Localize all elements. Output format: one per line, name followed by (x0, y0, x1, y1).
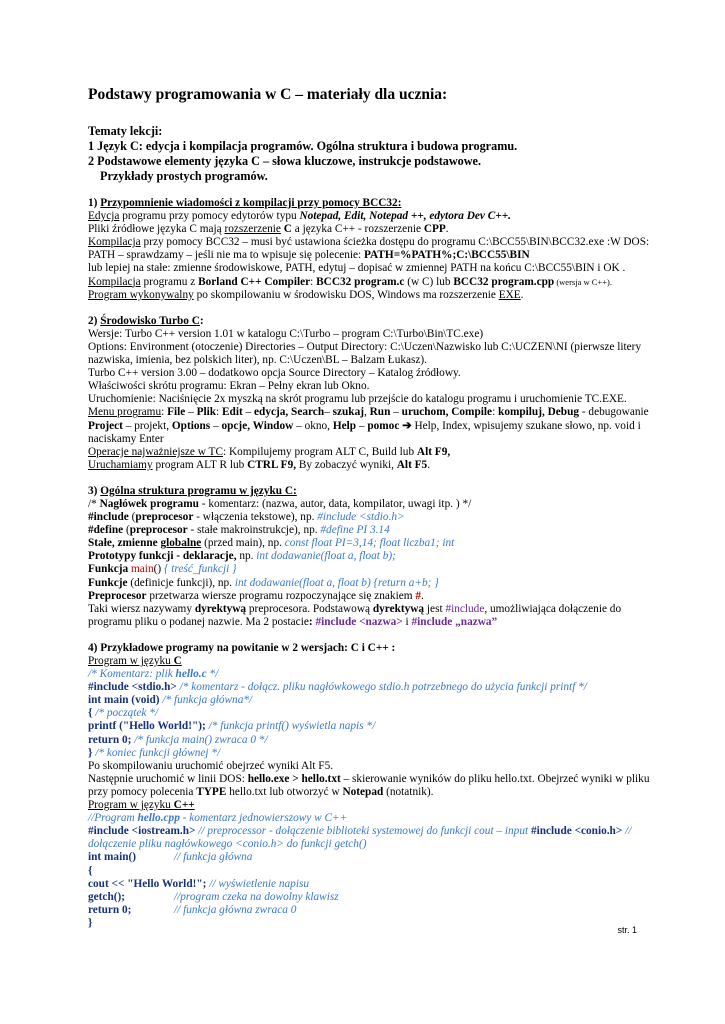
s3-line-3: #define (preprocesor - stałe makroinstrukcje), np. #define PI 3.14 (88, 524, 390, 537)
topic-1: 1 Język C: edycja i kompilacja programów. Ogólna struktura i budowa programu. (88, 139, 518, 153)
s2-line-5: Właściwości skrótu programu: Ekran – Pełny ekran lub Okno. (88, 380, 370, 393)
c-code-line-3: int main (void) /* funkcja główna*/ (88, 694, 253, 707)
s1-line-4: PATH – sprawdzamy – jeśli nie ma to wpisuje się polecenie: PATH=%PATH%;C:\BCC55\BIN (88, 249, 530, 262)
s1-line-7: Program wykonywalny po skompilowaniu w środowisku DOS, Windows ma rozszerzenie EXE. (88, 288, 524, 301)
s1-line-6: Kompilacja programu z Borland C++ Compiler: BCC32 program.c (w C) lub BCC32 program.cpp (wersja w C++). (88, 275, 612, 288)
page-number: str. 1 (617, 925, 637, 935)
section-2-heading: 2) Środowisko Turbo C: (88, 314, 204, 327)
s3-line-5: Prototypy funkcji - deklaracje, np. int dodawanie(float a, float b); (88, 550, 396, 563)
s4-paragraph-3: przy pomocy polecenia TYPE hello.txt lub otworzyć w Notepad (notatnik). (88, 785, 434, 798)
s3-line-9: Taki wiersz nazywamy dyrektywą preprocesora. Podstawową dyrektywą jest #include, umożliwiająca dołączenie do (88, 602, 622, 615)
s2-line-7: Menu programu: File – Plik: Edit – edycja, Search– szukaj, Run – uruchom, Compile: kompiluj, Debug - debugowanie (88, 406, 649, 419)
topic-2: 2 Podstawowe elementy języka C – słowa kluczowe, instrukcje podstawowe. (88, 154, 482, 168)
s3-line-10: programu pliku o podanej nazwie. Ma 2 postacie: #include <nazwa> i #include „nazwa” (88, 615, 498, 628)
s3-line-6: Funkcja main() { treść_funkcji } (88, 563, 237, 576)
cpp-code-line-5: { (88, 864, 93, 877)
s2-line-9: naciskamy Enter (88, 432, 164, 445)
c-code-line-2: #include <stdio.h> /* komentarz - dołącz. pliku nagłówkowego stdio.h potrzebnego do użycia funkcji printf */ (88, 681, 587, 694)
s1-line-3: Kompilacja przy pomocy BCC32 – musi być ustawiona ścieżka dostępu do programu C:\BCC55\BIN\BCC32.exe :W DOS: (88, 236, 650, 249)
s3-line-1: /* Nagłówek programu - komentarz: (nazwa, autor, data, kompilator, uwagi itp. ) */ (88, 497, 472, 510)
s2-line-8: Project – projekt, Options – opcje, Window – okno, Help – pomoc ➔ Help, Index, wpisujemy szukane słowo, np. void i (88, 419, 641, 432)
s1-line-5: lub lepiej na stałe: zmienne środowiskowe, PATH, edytuj – dopisać w zmiennej PATH na końcu C:\BCC55\BIN i OK . (88, 262, 626, 275)
section-3-heading: 3) Ogólna struktura programu w języku C: (88, 484, 297, 497)
section-4-heading: 4) Przykładowe programy na powitanie w 2 wersjach: C i C++ : (88, 641, 396, 654)
cpp-code-line-9: } (88, 916, 93, 929)
c-program-label: Program w języku C (88, 655, 182, 667)
s1-line-2: Pliki źródłowe języka C mają rozszerzenie C a języka C++ - rozszerzenie CPP. (88, 223, 449, 236)
s1-line-1: Edycja programu przy pomocy edytorów typu Notepad, Edit, Notepad ++, edytora Dev C++. (88, 210, 511, 223)
document-title: Podstawy programowania w C – materiały dla ucznia: (88, 86, 448, 103)
s2-line-4: Turbo C++ version 3.00 – dodatkowo opcja Source Directory – Katalog źródłowy. (88, 367, 461, 380)
cpp-code-line-1: //Program hello.cpp - komentarz jednowierszowy w C++ (88, 812, 348, 825)
cpp-code-line-2: #include <iostream.h> // preprocessor - dołączenie biblioteki systemowej do funkcji cout – input #include <conio.h> // (88, 825, 632, 838)
c-code-line-5: printf ("Hello World!"); /* funkcja printf() wyświetla napis */ (88, 720, 376, 733)
s3-line-7: Funkcje (definicje funkcji), np. int dodawanie(float a, float b) {return a+b; } (88, 576, 439, 589)
section-1-heading: 1) Przypomnienie wiadomości z kompilacji przy pomocy BCC32: (88, 197, 402, 209)
topic-2-continued: Przykłady prostych programów. (100, 169, 268, 183)
c-code-line-6: return 0; /* funkcja main() zwraca 0 */ (88, 733, 268, 746)
cpp-code-line-4: int main() // funkcja główna (88, 851, 253, 864)
c-code-line-1: /* Komentarz: plik hello.c */ (88, 668, 219, 681)
s2-line-10: Operacje najważniejsze w TC: Kompilujemy program ALT C, Build lub Alt F9, (88, 445, 451, 458)
c-code-line-4: { /* początek */ (88, 707, 159, 720)
s3-line-8: Preprocesor przetwarza wiersze programu rozpoczynające się znakiem #. (88, 589, 424, 602)
cpp-code-line-6: cout << "Hello World!"; // wyświetlenie napisu (88, 877, 310, 890)
cpp-code-line-3: dołączenie pliku nagłówkowego <conio.h> do funkcji getch() (88, 838, 367, 851)
s3-line-2: #include (preprocesor - włączenia tekstowe), np. #include <stdio.h> (88, 511, 405, 524)
document-page (88, 86, 648, 930)
s3-line-4: Stałe, zmienne globalne (przed main), np. const float PI=3,14; float liczba1; int (88, 537, 455, 550)
arrow-right-icon: ➔ (399, 419, 415, 432)
cpp-code-line-8: return 0; // funkcja główna zwraca 0 (88, 903, 297, 916)
c-code-line-7: } /* koniec funkcji głównej */ (88, 746, 221, 759)
cpp-code-line-7: getch(); //program czeka na dowolny klawisz (88, 890, 339, 903)
s4-paragraph-1: Po skompilowaniu uruchomić obejrzeć wyniki Alt F5. (88, 759, 334, 772)
s2-line-11: Uruchamiamy program ALT R lub CTRL F9, By zobaczyć wyniki, Alt F5. (88, 458, 431, 471)
s4-paragraph-2: Następnie uruchomić w linii DOS: hello.exe > hello.txt – skierowanie wyników do pliku hello.txt. Obejrzeć wyniki w pliku (88, 772, 650, 785)
s2-line-2: Options: Environment (otoczenie) Directories – Output Directory: C:\Uczen\Nazwisko lub C:\UCZEN\NI (pierwsze litery (88, 340, 642, 353)
s2-line-1: Wersje: Turbo C++ version 1.01 w katalogu C:\Turbo – program C:\Turbo\Bin\TC.exe) (88, 327, 484, 340)
topics-heading: Tematy lekcji: (88, 124, 163, 138)
cpp-program-label: Program w języku C++ (88, 799, 195, 812)
s2-line-3: nazwiska, imienia, bez polskich liter), np. C:\Uczen\BL – Balzam Łukasz). (88, 354, 428, 367)
s2-line-6: Uruchomienie: Naciśnięcie 2x myszką na skrót programu lub przejście do katalogu programu i uruchomienie TC.EXE. (88, 393, 627, 406)
